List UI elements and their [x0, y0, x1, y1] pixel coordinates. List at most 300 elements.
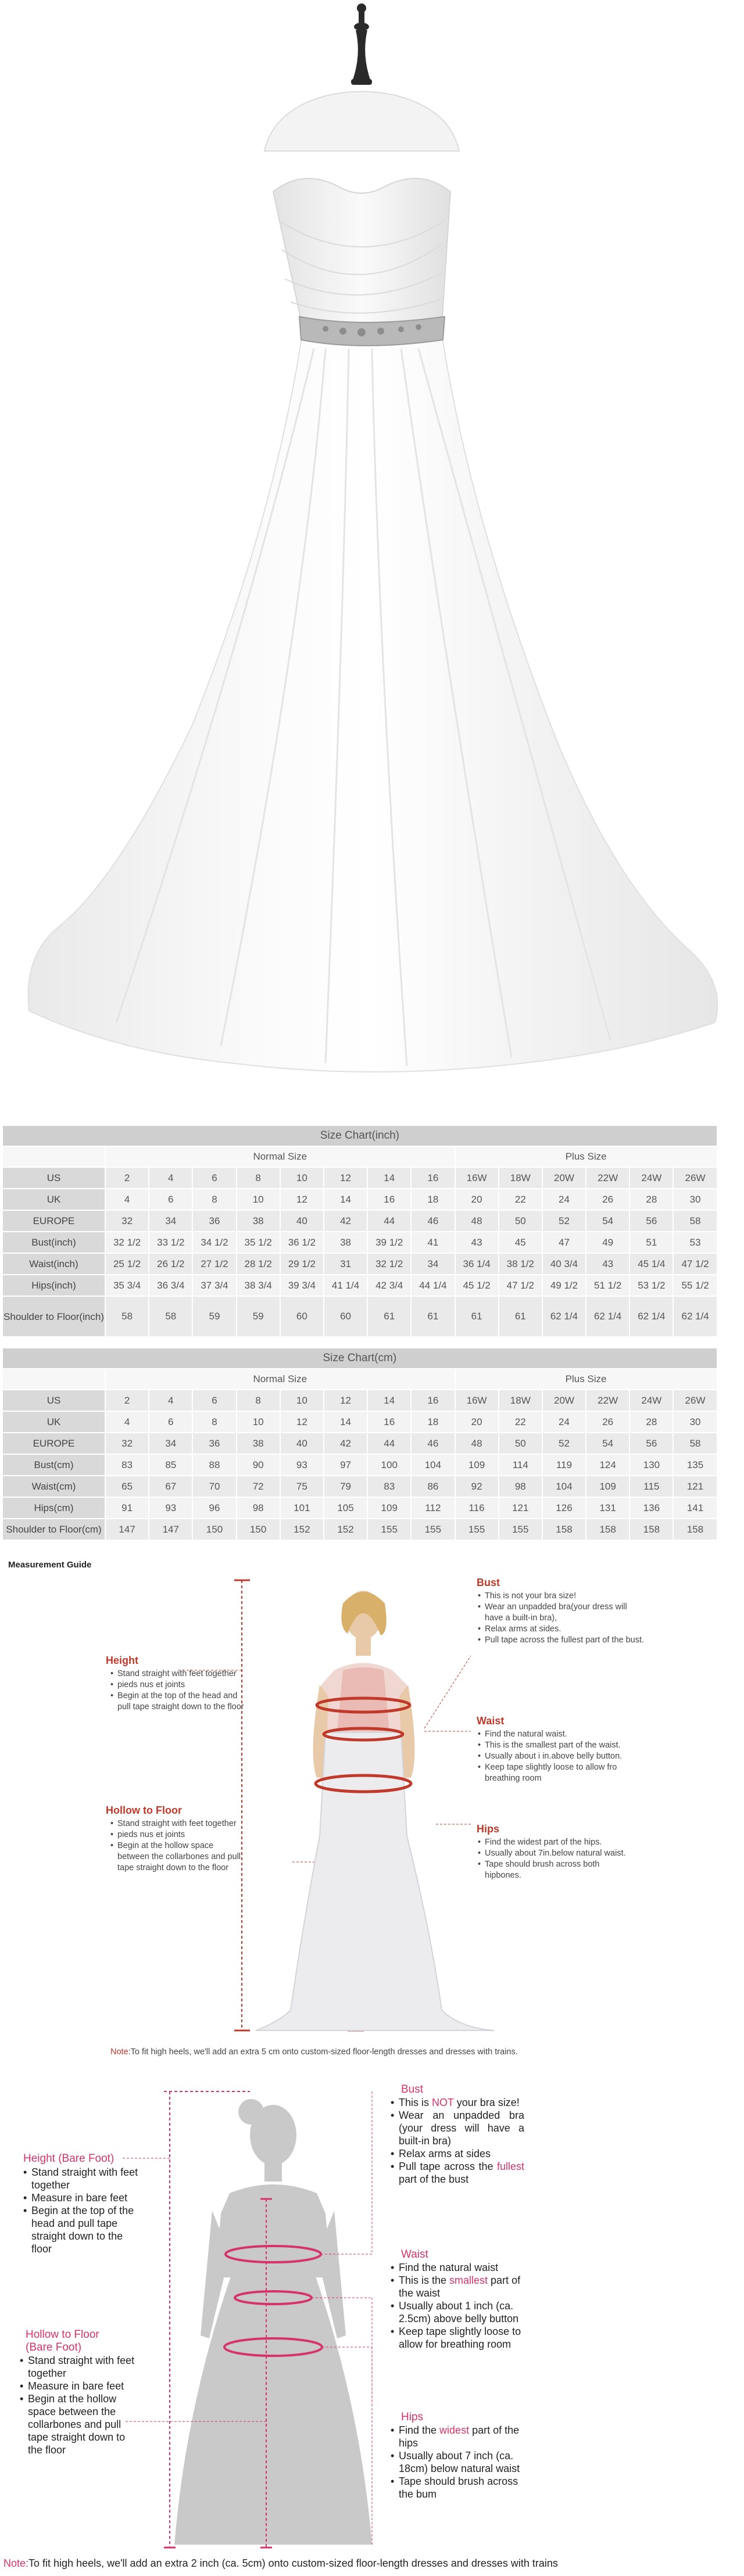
- list-item: • Stand straight with feet together: [20, 2354, 136, 2380]
- table-cell: 26W: [673, 1390, 717, 1411]
- table-cell: 62 1/4: [586, 1296, 629, 1337]
- g2-hips-heading: Hips: [401, 2411, 424, 2423]
- g2-height-heading: Height (Bare Foot): [23, 2152, 115, 2165]
- table-title: Size Chart(cm): [2, 1348, 717, 1369]
- table-cell: 155: [411, 1519, 455, 1540]
- list-item: • Keep tape slightly loose to allow fro breathing room: [478, 1762, 646, 1784]
- table-cell: 56: [629, 1210, 673, 1232]
- table-cell: 43: [586, 1253, 629, 1275]
- table-cell: 22: [499, 1411, 542, 1433]
- table-cell: 158: [629, 1519, 673, 1540]
- table-cell: 2: [105, 1167, 149, 1189]
- table-cell: 4: [149, 1390, 192, 1411]
- table-cell: 158: [542, 1519, 586, 1540]
- measurement-guide-title: Measurement Guide: [8, 1560, 92, 1570]
- list-item: • Wear an unpadded bra (your dress will have a built-in bra): [391, 2109, 524, 2147]
- table-cell: 44 1/4: [411, 1275, 455, 1296]
- table-cell: 16: [411, 1167, 455, 1189]
- table-cell: 51 1/2: [586, 1275, 629, 1296]
- list-item: • Measure in bare feet: [23, 2191, 142, 2204]
- table-cell: 45 1/4: [629, 1253, 673, 1275]
- table-cell: 93: [149, 1497, 192, 1519]
- list-item: • Pull tape across the fullest part of the bust.: [478, 1635, 646, 1646]
- g2-waist-list: [391, 2261, 530, 2351]
- table-cell: 152: [280, 1519, 324, 1540]
- inch-table-body: [2, 1167, 717, 1337]
- list-item: • Pull tape across the fullest part of the bust: [391, 2160, 524, 2186]
- table-cell: 67: [149, 1476, 192, 1497]
- g1-hollow-list: [110, 1818, 247, 1874]
- table-cell: 72: [237, 1476, 280, 1497]
- g1-height-heading: Height: [106, 1655, 138, 1666]
- table-cell: 101: [280, 1497, 324, 1519]
- table-cell: 36 1/2: [280, 1232, 324, 1253]
- table-cell: 41 1/4: [324, 1275, 367, 1296]
- table-cell: 155: [367, 1519, 411, 1540]
- g1-height-list: [110, 1669, 247, 1713]
- table-cell: 4: [149, 1167, 192, 1189]
- table-row: [2, 1519, 717, 1540]
- table-cell: 10: [280, 1390, 324, 1411]
- table-cell: 126: [542, 1497, 586, 1519]
- list-item: • Tape should brush across both hipbones.: [478, 1859, 635, 1881]
- row-label: Hips(inch): [2, 1275, 105, 1296]
- table-cell: 59: [237, 1296, 280, 1337]
- table-cell: 158: [586, 1519, 629, 1540]
- list-item: • Relax arms at sides: [391, 2147, 524, 2160]
- g1-bust-heading: Bust: [477, 1577, 500, 1588]
- table-cell: 12: [324, 1167, 367, 1189]
- row-label: EUROPE: [2, 1433, 105, 1454]
- g2-bust-list: [391, 2096, 524, 2186]
- list-item: • Usually about 7in.below natural waist.: [478, 1848, 635, 1859]
- table-cell: 124: [586, 1454, 629, 1476]
- table-cell: 90: [237, 1454, 280, 1476]
- table-cell: 10: [237, 1189, 280, 1210]
- list-item: • Relax arms at sides.: [478, 1624, 646, 1635]
- table-cell: 32: [105, 1433, 149, 1454]
- table-row: [2, 1390, 717, 1411]
- table-cell: 39 3/4: [280, 1275, 324, 1296]
- model-figure: [256, 1591, 494, 2030]
- g1-bust-list: [478, 1591, 646, 1646]
- g1-hollow-heading: Hollow to Floor: [106, 1804, 182, 1816]
- table-cell: 60: [280, 1296, 324, 1337]
- table-title: Size Chart(inch): [2, 1125, 717, 1146]
- table-cell: 98: [499, 1476, 542, 1497]
- table-cell: 59: [192, 1296, 236, 1337]
- table-cell: 88: [192, 1454, 236, 1476]
- table-cell: 109: [367, 1497, 411, 1519]
- row-label: UK: [2, 1411, 105, 1433]
- g2-hollow-list: [20, 2354, 136, 2456]
- table-cell: 16W: [455, 1390, 499, 1411]
- table-cell: 109: [455, 1454, 499, 1476]
- table-cell: 12: [280, 1189, 324, 1210]
- table-cell: 47 1/2: [673, 1253, 717, 1275]
- table-cell: 8: [237, 1167, 280, 1189]
- table-cell: 40: [280, 1210, 324, 1232]
- table-cell: 141: [673, 1497, 717, 1519]
- table-row: [2, 1253, 717, 1275]
- table-cell: 36: [192, 1433, 236, 1454]
- table-cell: 51: [629, 1232, 673, 1253]
- table-cell: 46: [411, 1433, 455, 1454]
- size-chart-cm: [2, 1347, 718, 1541]
- table-cell: 35 1/2: [237, 1232, 280, 1253]
- table-cell: 36: [192, 1210, 236, 1232]
- table-cell: 104: [411, 1454, 455, 1476]
- table-cell: 58: [673, 1210, 717, 1232]
- table-cell: 42 3/4: [367, 1275, 411, 1296]
- g1-waist-list: [478, 1729, 646, 1784]
- table-cell: 22W: [586, 1390, 629, 1411]
- table-cell: 135: [673, 1454, 717, 1476]
- table-cell: 27 1/2: [192, 1253, 236, 1275]
- table-corner: [2, 1146, 105, 1167]
- table-cell: 33 1/2: [149, 1232, 192, 1253]
- size-chart-inch: [2, 1125, 718, 1337]
- table-cell: 83: [367, 1476, 411, 1497]
- table-cell: 12: [280, 1411, 324, 1433]
- table-cell: 32 1/2: [105, 1232, 149, 1253]
- table-row: [2, 1433, 717, 1454]
- table-cell: 25 1/2: [105, 1253, 149, 1275]
- row-label: US: [2, 1390, 105, 1411]
- table-cell: 47: [542, 1232, 586, 1253]
- table-cell: 98: [237, 1497, 280, 1519]
- table-cell: 34: [411, 1253, 455, 1275]
- table-cell: 26: [586, 1411, 629, 1433]
- row-label: Bust(cm): [2, 1454, 105, 1476]
- table-cell: 121: [673, 1476, 717, 1497]
- table-cell: 2: [105, 1390, 149, 1411]
- table-cell: 16: [411, 1390, 455, 1411]
- table-cell: 92: [455, 1476, 499, 1497]
- table-cell: 14: [367, 1390, 411, 1411]
- table-cell: 58: [149, 1296, 192, 1337]
- table-cell: 10: [280, 1167, 324, 1189]
- table-cell: 86: [411, 1476, 455, 1497]
- table-cell: 47 1/2: [499, 1275, 542, 1296]
- note-text: :To fit high heels, we'll add an extra 5 cm onto custom-sized floor-length dresses and dresses with trains.: [128, 2047, 518, 2057]
- table-cell: 22: [499, 1189, 542, 1210]
- table-cell: 150: [237, 1519, 280, 1540]
- table-cell: 6: [192, 1390, 236, 1411]
- table-cell: 56: [629, 1433, 673, 1454]
- table-cell: 96: [192, 1497, 236, 1519]
- table-cell: 58: [673, 1433, 717, 1454]
- table-cell: 4: [105, 1189, 149, 1210]
- table-cell: 93: [280, 1454, 324, 1476]
- table-cell: 39 1/2: [367, 1232, 411, 1253]
- table-cell: 152: [324, 1519, 367, 1540]
- table-cell: 75: [280, 1476, 324, 1497]
- table-cell: 45 1/2: [455, 1275, 499, 1296]
- list-item: • This is the smallest part of the waist.: [478, 1740, 646, 1751]
- table-cell: 65: [105, 1476, 149, 1497]
- table-cell: 147: [105, 1519, 149, 1540]
- table-cell: 49 1/2: [542, 1275, 586, 1296]
- table-row: [2, 1232, 717, 1253]
- table-cell: 20: [455, 1189, 499, 1210]
- table-cell: 97: [324, 1454, 367, 1476]
- table-row: [2, 1275, 717, 1296]
- table-cell: 26 1/2: [149, 1253, 192, 1275]
- table-cell: 8: [192, 1411, 236, 1433]
- table-cell: 158: [673, 1519, 717, 1540]
- table-cell: 38: [237, 1210, 280, 1232]
- table-cell: 14: [324, 1189, 367, 1210]
- table-cell: 83: [105, 1454, 149, 1476]
- table-cell: 32 1/2: [367, 1253, 411, 1275]
- table-cell: 28: [629, 1189, 673, 1210]
- list-item: • Begin at the hollow space between the collarbones and pull tape straight down to the floor: [110, 1840, 247, 1874]
- table-cell: 46: [411, 1210, 455, 1232]
- g1-hips-list: [478, 1837, 635, 1881]
- row-label: EUROPE: [2, 1210, 105, 1232]
- row-label: Hips(cm): [2, 1497, 105, 1519]
- dress-skirt: [28, 334, 717, 1072]
- row-label: Waist(cm): [2, 1476, 105, 1497]
- table-cell: 136: [629, 1497, 673, 1519]
- table-row: [2, 1476, 717, 1497]
- table-cell: 52: [542, 1433, 586, 1454]
- table-row: [2, 1210, 717, 1232]
- table-row: [2, 1167, 717, 1189]
- table-corner: [2, 1369, 105, 1390]
- table-cell: 114: [499, 1454, 542, 1476]
- table-cell: 29 1/2: [280, 1253, 324, 1275]
- table-cell: 62 1/4: [673, 1296, 717, 1337]
- row-label: Shoulder to Floor(inch): [2, 1296, 105, 1337]
- row-label: Bust(inch): [2, 1232, 105, 1253]
- table-cell: 24W: [629, 1167, 673, 1189]
- g2-hips-list: [391, 2424, 524, 2500]
- table-cell: 38: [237, 1433, 280, 1454]
- table-cell: 18W: [499, 1167, 542, 1189]
- list-item: • Keep tape slightly loose to allow for breathing room: [391, 2325, 530, 2351]
- list-item: • Begin at the top of the head and pull tape straight down to the floor: [110, 1691, 247, 1713]
- table-cell: 44: [367, 1210, 411, 1232]
- list-item: • Begin at the top of the head and pull tape straight down to the floor: [23, 2204, 142, 2255]
- table-cell: 28 1/2: [237, 1253, 280, 1275]
- table-cell: 61: [367, 1296, 411, 1337]
- table-cell: 8: [237, 1390, 280, 1411]
- table-cell: 6: [149, 1411, 192, 1433]
- table-cell: 60: [324, 1296, 367, 1337]
- row-label: US: [2, 1167, 105, 1189]
- g2-bust-heading: Bust: [401, 2083, 424, 2096]
- table-cell: 24: [542, 1411, 586, 1433]
- table-cell: 34: [149, 1210, 192, 1232]
- list-item: • Tape should brush across the bum: [391, 2475, 524, 2500]
- table-cell: 85: [149, 1454, 192, 1476]
- table-cell: 10: [237, 1411, 280, 1433]
- table-cell: 38: [324, 1232, 367, 1253]
- table-cell: 35 3/4: [105, 1275, 149, 1296]
- table-cell: 116: [455, 1497, 499, 1519]
- table-cell: 30: [673, 1411, 717, 1433]
- table-cell: 50: [499, 1433, 542, 1454]
- table-cell: 16: [367, 1411, 411, 1433]
- table-cell: 6: [149, 1189, 192, 1210]
- table-cell: 43: [455, 1232, 499, 1253]
- table-cell: 20: [455, 1411, 499, 1433]
- table-cell: 12: [324, 1390, 367, 1411]
- note-label: Note:: [3, 2557, 29, 2569]
- list-item: • Usually about i in.above belly button.: [478, 1751, 646, 1762]
- table-cell: 109: [586, 1476, 629, 1497]
- list-item: • pieds nus et joints: [110, 1680, 247, 1691]
- g2-waist-heading: Waist: [401, 2248, 428, 2261]
- table-cell: 24: [542, 1189, 586, 1210]
- g1-waist-heading: Waist: [477, 1715, 505, 1727]
- dress-bodice: [273, 178, 450, 331]
- table-cell: 105: [324, 1497, 367, 1519]
- table-row: [2, 1454, 717, 1476]
- table-cell: 48: [455, 1210, 499, 1232]
- table-cell: 52: [542, 1210, 586, 1232]
- table-row: [2, 1189, 717, 1210]
- table-cell: 53: [673, 1232, 717, 1253]
- list-item: • Stand straight with feet together: [110, 1818, 247, 1829]
- note-label: Note: [110, 2047, 128, 2057]
- table-cell: 54: [586, 1210, 629, 1232]
- table-cell: 48: [455, 1433, 499, 1454]
- table-cell: 79: [324, 1476, 367, 1497]
- group-plus-size: Plus Size: [455, 1146, 717, 1167]
- table-cell: 38 1/2: [499, 1253, 542, 1275]
- table-cell: 18: [411, 1411, 455, 1433]
- table-cell: 100: [367, 1454, 411, 1476]
- table-cell: 58: [105, 1296, 149, 1337]
- table-cell: 36 1/4: [455, 1253, 499, 1275]
- list-item: • Find the widest part of the hips.: [478, 1837, 635, 1848]
- mannequin-stand: [351, 3, 372, 85]
- table-cell: 131: [586, 1497, 629, 1519]
- table-cell: 16W: [455, 1167, 499, 1189]
- table-cell: 4: [105, 1411, 149, 1433]
- list-item: • This is NOT your bra size!: [391, 2096, 524, 2109]
- table-cell: 62 1/4: [629, 1296, 673, 1337]
- table-cell: 49: [586, 1232, 629, 1253]
- group-normal-size: Normal Size: [105, 1369, 455, 1390]
- table-cell: 53 1/2: [629, 1275, 673, 1296]
- table-cell: 6: [192, 1167, 236, 1189]
- group-normal-size: Normal Size: [105, 1146, 455, 1167]
- g1-hips-heading: Hips: [477, 1823, 500, 1835]
- row-label: Waist(inch): [2, 1253, 105, 1275]
- table-cell: 130: [629, 1454, 673, 1476]
- hollow-heading-line2: (Bare Foot): [26, 2341, 82, 2353]
- g2-hollow-heading: [26, 2329, 99, 2354]
- list-item: • This is not your bra size!: [478, 1591, 646, 1602]
- dress-photo: [0, 0, 744, 1108]
- list-item: • Usually about 7 inch (ca. 18cm) below natural waist: [391, 2449, 524, 2475]
- table-cell: 26: [586, 1189, 629, 1210]
- list-item: • Stand straight with feet together: [110, 1669, 247, 1680]
- table-cell: 22W: [586, 1167, 629, 1189]
- table-cell: 40: [280, 1433, 324, 1454]
- list-item: • Begin at the hollow space between the collarbones and pull tape straight down to the floor: [20, 2392, 136, 2456]
- table-cell: 54: [586, 1433, 629, 1454]
- table-cell: 121: [499, 1497, 542, 1519]
- table-cell: 119: [542, 1454, 586, 1476]
- table-cell: 115: [629, 1476, 673, 1497]
- note-text: To fit high heels, we'll add an extra 2 inch (ca. 5cm) onto custom-sized floor-length dresses and dresses with trains: [28, 2557, 558, 2569]
- table-cell: 38 3/4: [237, 1275, 280, 1296]
- list-item: • pieds nus et joints: [110, 1829, 247, 1840]
- table-cell: 14: [367, 1167, 411, 1189]
- list-item: • Usually about 1 inch (ca. 2.5cm) above belly button: [391, 2299, 530, 2325]
- list-item: • Find the widest part of the hips: [391, 2424, 524, 2449]
- table-cell: 40 3/4: [542, 1253, 586, 1275]
- table-cell: 8: [192, 1189, 236, 1210]
- table-cell: 42: [324, 1210, 367, 1232]
- table-cell: 34 1/2: [192, 1232, 236, 1253]
- table-cell: 42: [324, 1433, 367, 1454]
- list-item: • Find the natural waist.: [478, 1729, 646, 1740]
- table-cell: 61: [499, 1296, 542, 1337]
- table-cell: 16: [367, 1189, 411, 1210]
- table-cell: 70: [192, 1476, 236, 1497]
- g2-height-list: [23, 2166, 142, 2255]
- table-cell: 150: [192, 1519, 236, 1540]
- table-cell: 31: [324, 1253, 367, 1275]
- list-item: • Wear an unpadded bra(your dress will have a built-in bra),: [478, 1602, 646, 1624]
- table-row: [2, 1411, 717, 1433]
- table-row: [2, 1296, 717, 1337]
- table-cell: 41: [411, 1232, 455, 1253]
- table-cell: 26W: [673, 1167, 717, 1189]
- row-label: Shoulder to Floor(cm): [2, 1519, 105, 1540]
- table-cell: 24W: [629, 1390, 673, 1411]
- silhouette-figure: [174, 2099, 372, 2545]
- table-cell: 20W: [542, 1167, 586, 1189]
- dress-illustration: [0, 0, 744, 1108]
- table-row: [2, 1497, 717, 1519]
- table-cell: 50: [499, 1210, 542, 1232]
- cm-table-body: [2, 1390, 717, 1540]
- table-cell: 61: [411, 1296, 455, 1337]
- group-plus-size: Plus Size: [455, 1369, 717, 1390]
- table-cell: 34: [149, 1433, 192, 1454]
- table-cell: 18W: [499, 1390, 542, 1411]
- table-cell: 32: [105, 1210, 149, 1232]
- table-cell: 44: [367, 1433, 411, 1454]
- table-cell: 55 1/2: [673, 1275, 717, 1296]
- table-cell: 112: [411, 1497, 455, 1519]
- table-cell: 147: [149, 1519, 192, 1540]
- g1-note: [110, 2047, 518, 2057]
- table-cell: 155: [455, 1519, 499, 1540]
- table-cell: 30: [673, 1189, 717, 1210]
- table-cell: 62 1/4: [542, 1296, 586, 1337]
- table-cell: 28: [629, 1411, 673, 1433]
- table-cell: 37 3/4: [192, 1275, 236, 1296]
- table-cell: 45: [499, 1232, 542, 1253]
- list-item: • Measure in bare feet: [20, 2380, 136, 2392]
- table-cell: 104: [542, 1476, 586, 1497]
- table-cell: 155: [499, 1519, 542, 1540]
- table-cell: 20W: [542, 1390, 586, 1411]
- list-item: • Find the natural waist: [391, 2261, 530, 2274]
- table-cell: 91: [105, 1497, 149, 1519]
- table-cell: 18: [411, 1189, 455, 1210]
- hollow-heading-line1: Hollow to Floor: [26, 2329, 99, 2341]
- table-cell: 61: [455, 1296, 499, 1337]
